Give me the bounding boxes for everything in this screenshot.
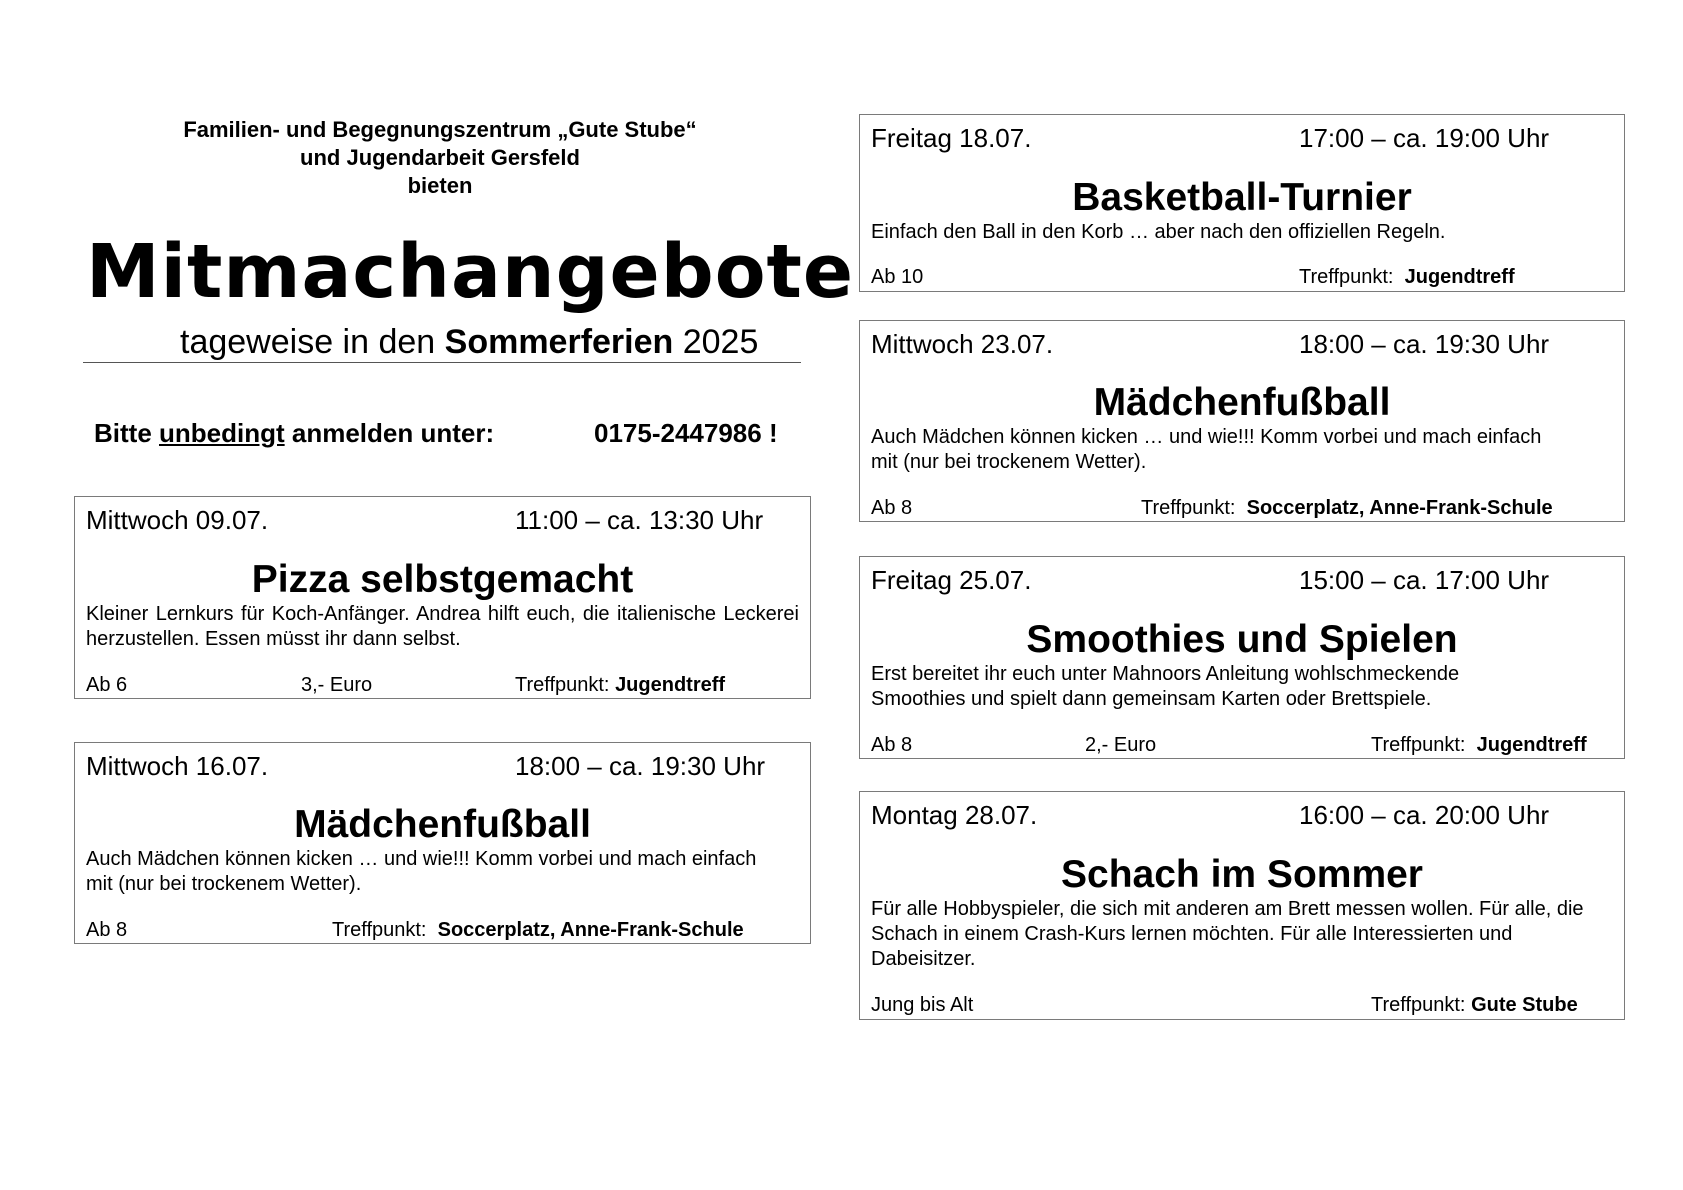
signup-prefix: Bitte [94, 418, 159, 448]
subtitle-year: 2025 [673, 323, 759, 361]
meeting-label: Treffpunkt: [1371, 734, 1466, 756]
event-card-schach [859, 791, 1625, 1020]
meeting-place: Soccerplatz, Anne-Frank-Schule [1246, 497, 1553, 519]
event-price: 2,- Euro [1085, 734, 1157, 756]
meeting-place: Jugendtreff [615, 674, 726, 696]
event-meeting-point [1299, 265, 1515, 289]
signup-emphasis: unbedingt [159, 418, 285, 448]
organizer-line-3: bieten [407, 173, 473, 198]
event-time: 16:00 – ca. 20:00 Uhr [1299, 800, 1550, 830]
event-meeting-point [1371, 733, 1587, 757]
event-day: Mittwoch 09.07. [86, 505, 269, 535]
page-title: Mitmachangebote [86, 229, 855, 315]
event-title: Mädchenfußball [1093, 381, 1391, 424]
meeting-label: Treffpunkt: [1371, 994, 1466, 1016]
meeting-place: Jugendtreff [1404, 266, 1515, 288]
meeting-label: Treffpunkt: [515, 674, 610, 696]
meeting-label: Treffpunkt: [332, 919, 427, 941]
event-card-pizza [74, 496, 811, 699]
subtitle-highlight: Sommerferien [444, 323, 674, 361]
event-card-maedchenfussball-2 [859, 320, 1625, 522]
event-meeting-point [1141, 496, 1553, 520]
event-day: Freitag 25.07. [871, 565, 1032, 595]
organizer-line-2: und Jugendarbeit Gersfeld [300, 145, 580, 170]
event-title: Schach im Sommer [1061, 853, 1423, 896]
event-description: Auch Mädchen können kicken … und wie!!! Komm vorbei und mach einfach mit (nur bei trockenem Wetter). [871, 426, 1542, 473]
event-time: 11:00 – ca. 13:30 Uhr [515, 505, 764, 535]
event-price: 3,- Euro [301, 674, 373, 696]
meeting-place: Gute Stube [1471, 994, 1578, 1016]
event-title: Mädchenfußball [294, 803, 591, 846]
event-day: Mittwoch 16.07. [86, 751, 269, 781]
title-divider [83, 362, 801, 363]
event-card-smoothies [859, 556, 1625, 759]
event-card-maedchenfussball-1 [74, 742, 811, 944]
event-day: Freitag 18.07. [871, 123, 1032, 153]
meeting-label: Treffpunkt: [1141, 497, 1236, 519]
signup-suffix: anmelden unter: [284, 418, 495, 448]
event-title: Basketball-Turnier [1072, 176, 1412, 219]
event-day: Montag 28.07. [871, 800, 1038, 830]
subtitle-prefix: tageweise in den [180, 323, 445, 361]
event-time: 15:00 – ca. 17:00 Uhr [1299, 565, 1550, 595]
page-subtitle [180, 322, 758, 362]
meeting-place: Jugendtreff [1476, 734, 1587, 756]
event-description: Für alle Hobbyspieler, die sich mit anderen am Brett messen wollen. Für alle, die Schach in einem Crash-Kurs lernen möchten. Für alle Interessierten und Dabeisitzer. [871, 898, 1584, 970]
event-age: Jung bis Alt [871, 994, 974, 1016]
event-meeting-point [1371, 993, 1578, 1017]
meeting-place: Soccerplatz, Anne-Frank-Schule [437, 919, 744, 941]
event-time: 17:00 – ca. 19:00 Uhr [1299, 123, 1550, 153]
organizer-line-1: Familien- und Begegnungszentrum „Gute Stube“ [183, 117, 697, 142]
organizer-block [120, 116, 760, 200]
event-age: Ab 8 [86, 919, 128, 941]
event-card-basketball [859, 114, 1625, 292]
meeting-label: Treffpunkt: [1299, 266, 1394, 288]
event-title: Smoothies und Spielen [1026, 618, 1458, 661]
event-title: Pizza selbstgemacht [251, 558, 634, 601]
event-day: Mittwoch 23.07. [871, 329, 1054, 359]
event-meeting-point [515, 673, 725, 697]
event-age: Ab 6 [86, 674, 128, 696]
signup-phone: 0175-2447986 ! [594, 418, 778, 448]
event-time: 18:00 – ca. 19:30 Uhr [515, 751, 766, 781]
event-age: Ab 8 [871, 497, 913, 519]
event-description: Kleiner Lernkurs für Koch-Anfänger. Andrea hilft euch, die italienische Leckerei herzustellen. Essen müsst ihr dann selbst. [86, 603, 799, 650]
event-description: Auch Mädchen können kicken … und wie!!! Komm vorbei und mach einfach mit (nur bei trockenem Wetter). [86, 848, 757, 895]
event-meeting-point [332, 918, 744, 942]
event-age: Ab 8 [871, 734, 913, 756]
event-description: Erst bereitet ihr euch unter Mahnoors Anleitung wohlschmeckende Smoothies und spielt dann gemeinsam Karten oder Brettspiele. [871, 663, 1460, 710]
event-description: Einfach den Ball in den Korb … aber nach den offiziellen Regeln. [871, 221, 1446, 243]
event-time: 18:00 – ca. 19:30 Uhr [1299, 329, 1550, 359]
event-age: Ab 10 [871, 266, 924, 288]
signup-notice [94, 418, 494, 448]
